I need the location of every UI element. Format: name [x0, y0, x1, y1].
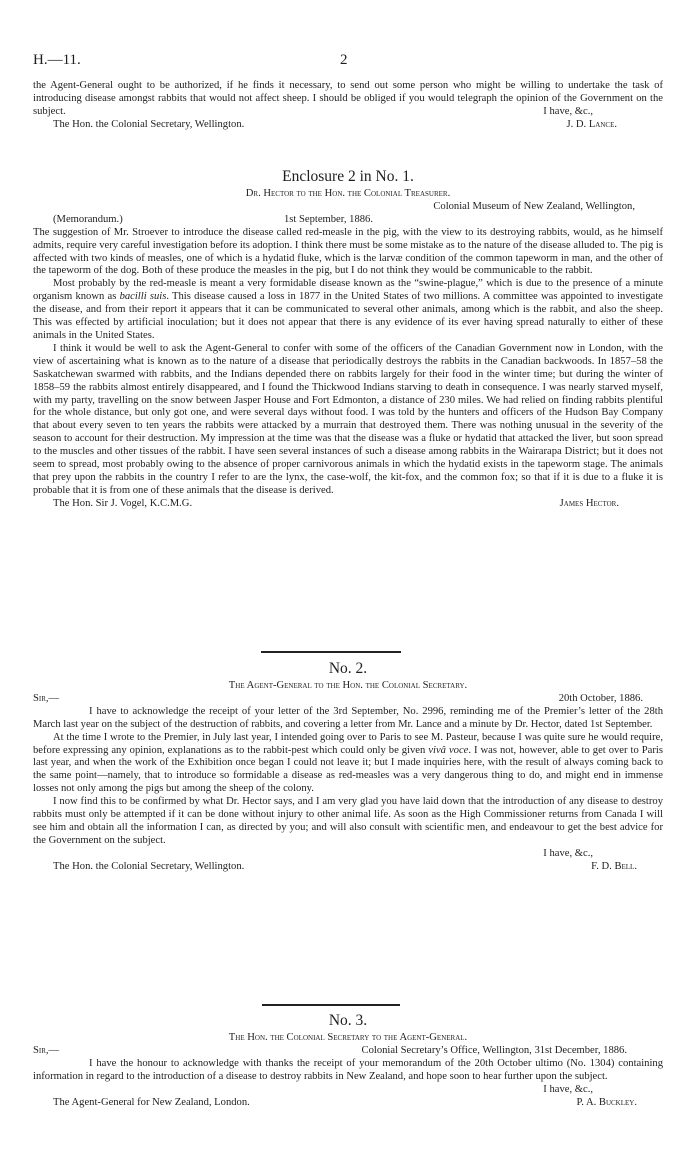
section-subtitle: The Agent-General to the Hon. the Colonial Secretary.	[228, 680, 468, 691]
salutation: Sir,—	[33, 692, 60, 704]
paragraph: I have the honour to acknowledge with thanks the receipt of your memorandum of the 20th October ultimo (No. 1304) containing information in regard to the introduction of a disease to destroy rabbits in New Zealand, and hope soon to hear further upon the subject.	[33, 1057, 663, 1082]
letter-place: Colonial Museum of New Zealand, Wellington,	[433, 200, 635, 212]
paragraph: I have to acknowledge the receipt of your letter of the 3rd September, No. 2996, reminding me of the Premier’s letter of the 28th March last year on the subject of the destruction of rabbits, and covering a letter from Mr. Lance and a minute by Dr. Hector, dated 1st September.	[33, 705, 663, 730]
signature: P. A. Buckley.	[576, 1096, 637, 1108]
addressee: The Hon. the Colonial Secretary, Wellington.	[53, 860, 245, 872]
letter-place-date: Colonial Secretary’s Office, Wellington, 31st December, 1886.	[361, 1044, 627, 1056]
section-title: Enclosure 2 in No. 1.	[282, 168, 414, 185]
signature: J. D. Lance.	[566, 118, 617, 130]
addressee: The Agent-General for New Zealand, London.	[53, 1096, 250, 1108]
section-subtitle: Dr. Hector to the Hon. the Colonial Treasurer.	[245, 188, 451, 199]
closing: I have, &c.,	[543, 105, 593, 117]
letter-no3-section	[33, 1012, 663, 1109]
closing: I have, &c.,	[543, 847, 593, 859]
salutation: Sir,—	[33, 1044, 60, 1056]
enclosure-section	[33, 168, 663, 511]
memo-label: (Memorandum.)	[53, 213, 123, 225]
paragraph: At the time I wrote to the Premier, in July last year, I intended going over to Paris to see M. Pasteur, because I was quite sure he would require, before expressing any opinion, explanations as to the rabbit-pest which could only be given vivâ voce. I was not, however, able to get over to Paris last year, and when the work of the Exhibition once began I could not leave it; but I made inquiries here, with the result of always coming back to the same point—namely, that to introduce so formidable a disease as red-measles was a very dangerous thing to do, and might end in immense losses not only among the pigs but among the sheep of the colony.	[33, 731, 663, 795]
closing: I have, &c.,	[543, 1083, 593, 1095]
letter-continuation	[33, 80, 663, 132]
signature: James Hector.	[559, 497, 619, 509]
section-title: No. 3.	[328, 1012, 368, 1029]
paragraph: I think it would be well to ask the Agent-General to confer with some of the officers of the Canadian Government now in London, with the view of ascertaining what is known as to the nature of a disease that periodically destroys the rabbits in the Canadian backwoods. In 1857–58 the Saskatchewan swarmed with rabbits, and the Indians depended there on rabbits largely for their food in the winter time; but during the winter of 1858–59 the rabbits almost entirely disappeared, and I found the Thickwood Indians starving to death in consequence. I was nearly starved myself, with my party, travelling on the snow between Jasper House and Fort Edmonton, a distance of 230 miles. We had relied on finding rabbits plentiful for the whole distance, but only got one, and were several days without food. I was told by the hunters and officers of the Hudson Bay Company that about every seven to ten years the rabbits were attacked by a murrain that destroyed them. There was nothing unusual in the severity of the season to account for their destruction. My impression at the time was that the disease was a fluke or hydatid that attacked the liver, but soon spread to the muscles and other tissues of the rabbit. I have seen several instances of such a disease among rabbits in the Wairarapa District; but it does not seem to spread, most probably owing to the absence of proper carnivorous animals in which the hydatid exists in the tapeworm stage. The animals that prey upon the rabbits in the country I refer to are the lynx, the case-wolf, the kit-fox, and the common fox; so that if it is due to a fluke it is probable that it is from one of these animals that the disease is derived.	[33, 342, 663, 496]
addressee: The Hon. Sir J. Vogel, K.C.M.G.	[53, 497, 193, 509]
paragraph: the Agent-General ought to be authorized, if he finds it necessary, to send out some person who might be willing to undertake the task of introducing disease amongst rabbits that would not affect sheep. I should be obliged if you would telegraph the opinion of the Government on the subject.	[33, 80, 663, 117]
section-title: No. 2.	[328, 660, 368, 677]
letter-date: 1st September, 1886.	[283, 213, 373, 225]
paragraph: Most probably by the red-measle is meant a very formidable disease known as the “swine-plague,” which is due to the presence of a minute organism known as bacilli suis. This disease caused a loss in 1877 in the United States of two millions. A committee was appointed to investigate the disease, and from their report it appears that it can be communicated to several other animals, among which is the rabbit, and also the sheep. This was effected by artificial inoculation; but it does not appear that there is any evidence of its ever having spread naturally to either of these animals in the United States.	[33, 278, 664, 341]
letter-no2-section	[33, 660, 663, 874]
section-divider	[261, 651, 401, 653]
section-subtitle: The Hon. the Colonial Secretary to the Agent-General.	[228, 1032, 468, 1043]
signature: F. D. Bell.	[591, 860, 637, 872]
page-number: 2	[340, 52, 348, 68]
latin-term: bacilli suis	[119, 291, 167, 303]
addressee: The Hon. the Colonial Secretary, Wellington.	[53, 118, 245, 130]
letter-date: 20th October, 1886.	[558, 692, 643, 704]
section-divider	[262, 1004, 400, 1006]
latin-term: vivâ voce	[428, 744, 469, 756]
paragraph: The suggestion of Mr. Stroever to introduce the disease called red-measle in the pig, with the view to its destroying rabbits, would, as he himself admits, require very careful investigation before its adoption. I think there must be some mistake as to the nature of the disease alluded to. The pig is affected with two kinds of measles, one of which is a hydatid fluke, which is the larvæ condition of the common tapeworm in man, and the other of the tapeworm of the dog. Both of these produce the measles in the pig, but I do not think they would be communicable to the rabbit.	[33, 226, 663, 277]
paragraph: I now find this to be confirmed by what Dr. Hector says, and I am very glad you have laid down that the introduction of any disease to destroy rabbits must only be attempted if it can be done without injury to other animal life. As soon as the High Commissioner returns from Canada I will see him and obtain all the information I can, as directed by you; and will also consult with scientific men, and endeavour to get the best advice for the Government on the subject.	[33, 796, 663, 846]
report-code: H.—11.	[33, 52, 81, 68]
